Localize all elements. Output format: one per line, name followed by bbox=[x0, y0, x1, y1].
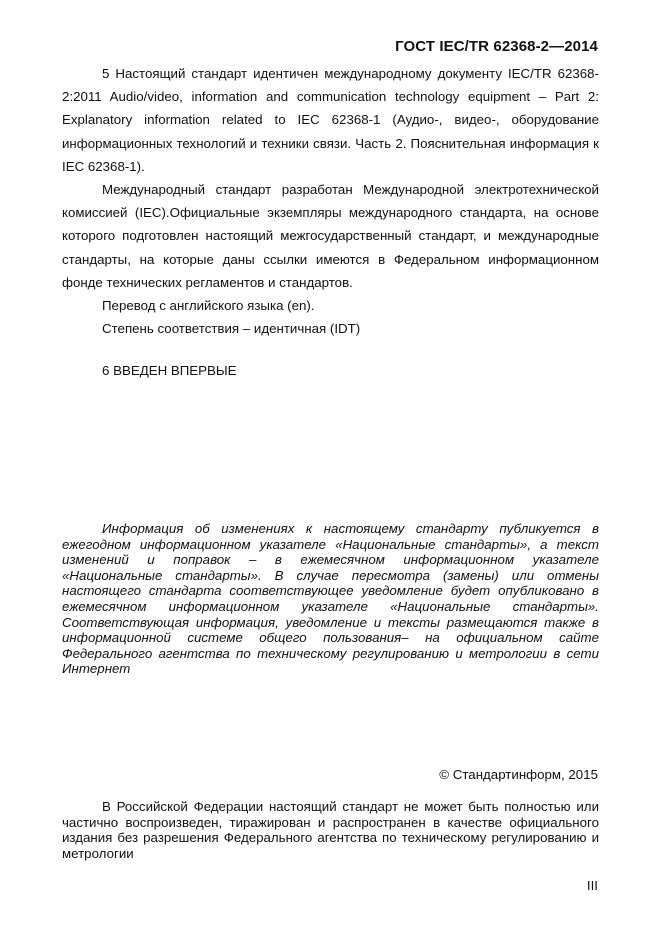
item-5-paragraph: 5 Настоящий стандарт идентичен международному документу IEC/TR 62368-2:2011 Audio/video, information and communication technology equipment – Part 2: Explanatory information related to IEC 62368-1 (Аудио-, видео-, оборудование информационных технологий и техники связи. Часть 2. Пояснительная информация к IEC 62368-1). bbox=[62, 66, 599, 174]
changes-information-block: Информация об изменениях к настоящему стандарту публикуется в ежегодном информационном указателе «Национальные стандарты», а текст изменений и поправок – в ежемесячном информационном указателе «Национальные стандарты». В случае пересмотра (замены) или отмены настоящего стандарта соответствующее уведомление будет опубликовано в ежемесячном информационном указателе «Национальные стандарты». Соответствующая информация, уведомление и тексты размещаются также в информационной системе общего пользования– на официальном сайте Федерального агентства по техническому регулированию и метрологии в сети Интернет bbox=[62, 521, 599, 677]
document-code-header: ГОСТ IEC/TR 62368-2—2014 bbox=[395, 38, 598, 55]
page-number: III bbox=[586, 878, 598, 893]
main-text bbox=[62, 62, 599, 383]
translation-note: Перевод с английского языка (en). bbox=[102, 298, 315, 314]
reproduction-rights-notice: В Российской Федерации настоящий стандарт не может быть полностью или частично воспроизведен, тиражирован и распространен в качестве официального издания без разрешения Федерального агентства по техническому регулированию и метрологии bbox=[62, 799, 599, 861]
item-5-development-paragraph: Международный стандарт разработан Международной электротехнической комиссией (IEC).Официальные экземпляры международного стандарта, на основе которого подготовлен настоящий межгосударственный стандарт, и международные стандарты, на которые даны ссылки имеются в Федеральном информационном фонде технических регламентов и стандартов. bbox=[62, 182, 599, 290]
copyright-line: © Стандартинформ, 2015 bbox=[439, 767, 598, 782]
conformity-degree: Степень соответствия – идентичная (IDT) bbox=[102, 321, 361, 337]
item-6-introduced: 6 ВВЕДЕН ВПЕРВЫЕ bbox=[102, 363, 237, 379]
